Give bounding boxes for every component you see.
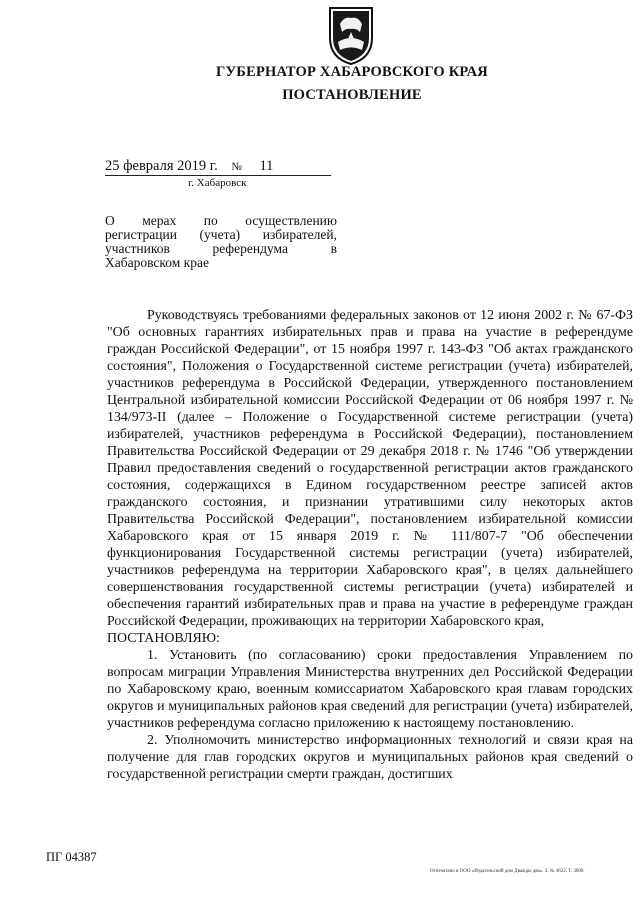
document-subject: О мерах по осуществлению регистрации (учета) избирателей, участников референдума в Хабаровском крае xyxy=(105,213,337,270)
item-2-paragraph: 2. Уполномочить министерство информационных технологий и связи края на получение для глав городских округов и муниципальных районов края сведений о государственной регистрации смерти граждан, достигших xyxy=(107,733,633,782)
document-date: 25 февраля 2019 г. xyxy=(105,158,218,174)
document-body xyxy=(107,307,633,783)
number-label: № xyxy=(231,161,242,173)
date-number-line xyxy=(105,158,331,176)
khabarovsk-coat-of-arms-icon xyxy=(326,4,376,66)
document-type: ПОСТАНОВЛЕНИЕ xyxy=(282,87,422,103)
authority-title: ГУБЕРНАТОР ХАБАРОВСКОГО КРАЯ xyxy=(216,64,488,80)
document-code: ПГ 04387 xyxy=(46,850,97,864)
print-note: Отпечатано в ООО «Издательский дом Дважды два». З. № 4622. Т. 3000. xyxy=(430,869,585,874)
item-1-paragraph: 1. Установить (по согласованию) сроки предоставления Управлением по вопросам миграции Управления Министерства внутренних дел Российской Федерации по Хабаровскому краю, военным комиссариатом Хабаровского края главам городских округов и муниципальных районов края сведений для регистрации (учета) избирателей, участников референдума согласно приложению к настоящему постановлению. xyxy=(107,648,633,731)
preamble-paragraph: Руководствуясь требованиями федеральных законов от 12 июня 2002 г. № 67-ФЗ "Об основных гарантиях избирательных прав и права на участие в референдуме граждан Российской Федерации", от 15 ноября 1997 г. 143-ФЗ "Об актах гражданского состояния", Положения о Государственной системе регистрации (учета) избирателей, участников референдума в Российской Федерации, утвержденного постановлением Центральной избирательной комиссии Российской Федерации от 06 ноября 1997 г. № 134/973-II (далее – Положение о Государственной системе регистрации (учета) избирателей, участников референдума в Российской Федерации), постановлением Правительства Российской Федерации от 29 декабря 2018 г. № 1746 "Об утверждении Правил предоставления сведений о государственной регистрации актов гражданского состояния, содержащихся в Едином государственном реестре записей актов гражданского состояния, и признании утратившими силу некоторых актов Правительства Российской Федерации", постановлением избирательной комиссии Хабаровского края от 15 января 2019 г. № 111/807-7 "Об обеспечении функционирования Государственной системы регистрации (учета) избирателей, участников референдума на территории Хабаровского края", в целях дальнейшего совершенствования государственной системы регистрации (учета) избирателей и обеспечения гарантий избирательных прав и права на участие в референдуме граждан Российской Федерации, проживающих на территории Хабаровского края, xyxy=(107,308,633,629)
resolve-heading: ПОСТАНОВЛЯЮ: xyxy=(107,631,220,646)
document-city: г. Хабаровск xyxy=(188,177,247,189)
document-number: 11 xyxy=(259,158,274,174)
